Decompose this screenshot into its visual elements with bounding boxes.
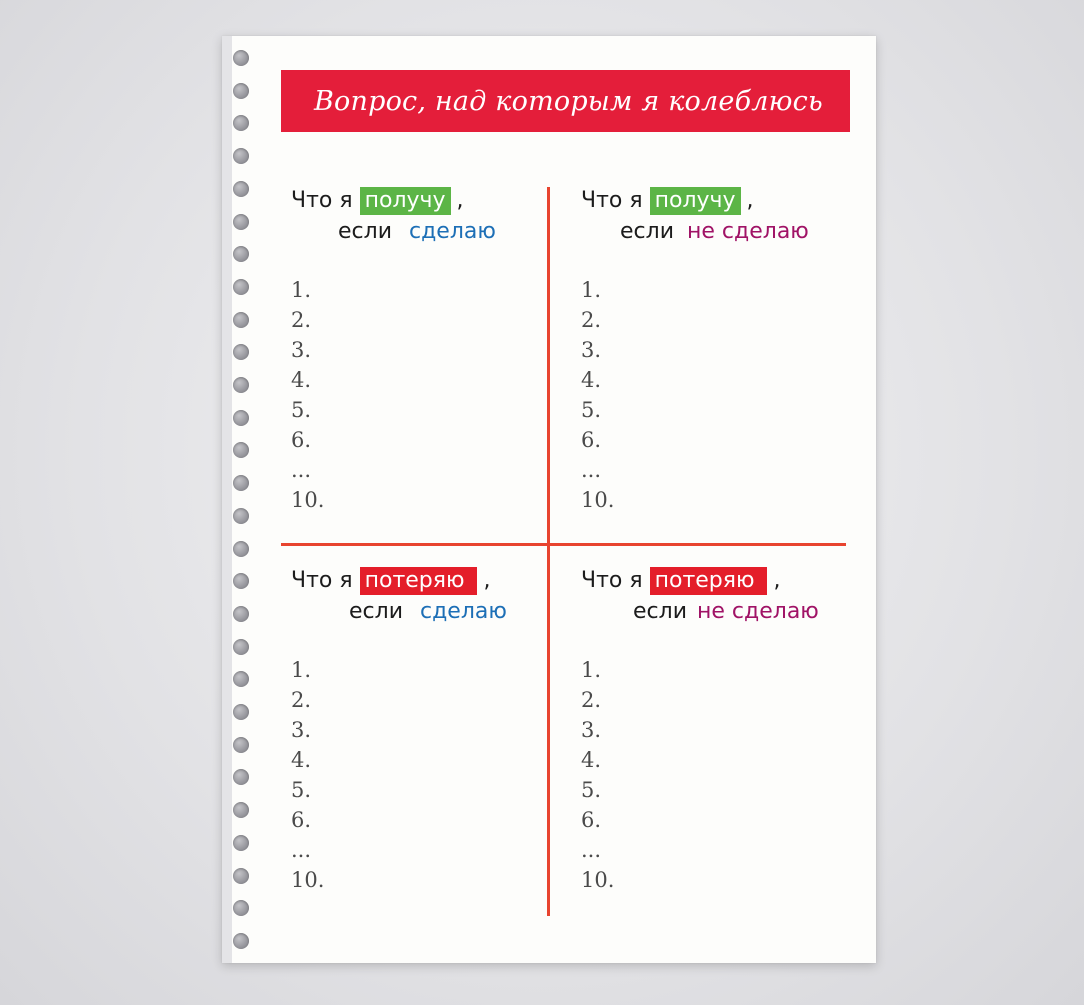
list-item: 4. (291, 368, 312, 392)
binding-hole (233, 541, 249, 557)
heading-prefix: Что я (581, 568, 643, 593)
list-item: 3. (581, 338, 602, 362)
loss-highlight: потеряю (650, 567, 767, 595)
list-item: 10. (291, 868, 325, 892)
list-item: 5. (581, 398, 602, 422)
title-banner (281, 70, 850, 132)
list-item: 3. (581, 718, 602, 742)
list-item: ... (581, 838, 602, 862)
binding-hole (233, 410, 249, 426)
numbered-list (291, 655, 561, 895)
binding-hole (233, 868, 249, 884)
notebook-page (222, 36, 876, 963)
binding-hole (233, 933, 249, 949)
list-item: 4. (291, 748, 312, 772)
list-item: 1. (581, 278, 602, 302)
list-item: 3. (291, 338, 312, 362)
condition-prefix: если (620, 219, 674, 244)
binding-hole (233, 83, 249, 99)
binding-hole (233, 475, 249, 491)
binding-hole (233, 377, 249, 393)
binding-hole (233, 769, 249, 785)
binding-hole (233, 115, 249, 131)
binding-hole (233, 606, 249, 622)
binding-hole (233, 508, 249, 524)
binding-hole (233, 802, 249, 818)
list-item: 1. (581, 658, 602, 682)
list-item: 5. (581, 778, 602, 802)
list-item: 6. (581, 428, 602, 452)
binding-hole (233, 737, 249, 753)
condition-prefix: если (349, 599, 403, 624)
list-item: ... (291, 458, 312, 482)
heading-comma: , (746, 188, 754, 213)
condition-action: сделаю (420, 599, 507, 624)
heading-prefix: Что я (291, 568, 353, 593)
quadrant-loss-if-not-do (581, 566, 851, 895)
list-item: 1. (291, 278, 312, 302)
horizontal-divider (281, 543, 846, 546)
binding-hole (233, 344, 249, 360)
list-item: 10. (291, 488, 325, 512)
quadrant-heading-line2 (581, 217, 851, 247)
quadrant-heading-line2 (291, 217, 561, 247)
condition-action: не сделаю (697, 599, 819, 624)
quadrant-heading-line1 (291, 566, 561, 596)
binding-hole (233, 148, 249, 164)
binding-hole (233, 442, 249, 458)
list-item: 2. (291, 308, 312, 332)
binding-hole (233, 312, 249, 328)
list-item: 2. (291, 688, 312, 712)
list-item: 5. (291, 778, 312, 802)
list-item: 10. (581, 488, 615, 512)
numbered-list (581, 655, 851, 895)
binding-hole (233, 573, 249, 589)
quadrant-loss-if-do (291, 566, 561, 895)
spiral-binding (222, 36, 262, 963)
list-item: 6. (581, 808, 602, 832)
heading-comma: , (773, 568, 781, 593)
numbered-list (581, 275, 851, 515)
list-item: 10. (581, 868, 615, 892)
binding-hole (233, 704, 249, 720)
binding-hole (233, 246, 249, 262)
quadrant-heading-line1 (581, 566, 851, 596)
binding-hole (233, 671, 249, 687)
gain-highlight: получу (360, 187, 451, 215)
quadrant-gain-if-not-do (581, 186, 851, 515)
numbered-list (291, 275, 561, 515)
binding-hole (233, 835, 249, 851)
heading-prefix: Что я (581, 188, 643, 213)
loss-highlight: потеряю (360, 567, 477, 595)
condition-prefix: если (338, 219, 392, 244)
list-item: 2. (581, 308, 602, 332)
list-item: 1. (291, 658, 312, 682)
list-item: 3. (291, 718, 312, 742)
binding-hole (233, 279, 249, 295)
gain-highlight: получу (650, 187, 741, 215)
list-item: 4. (581, 748, 602, 772)
heading-comma: , (456, 188, 464, 213)
binding-hole (233, 181, 249, 197)
condition-action: не сделаю (687, 219, 809, 244)
list-item: 6. (291, 808, 312, 832)
list-item: 5. (291, 398, 312, 422)
quadrant-heading-line1 (291, 186, 561, 216)
quadrant-heading-line2 (291, 597, 561, 627)
page-title: Вопрос, над которым я колеблюсь (314, 85, 823, 117)
binding-hole (233, 214, 249, 230)
binding-hole (233, 900, 249, 916)
quadrant-heading-line1 (581, 186, 851, 216)
quadrant-gain-if-do (291, 186, 561, 515)
condition-prefix: если (633, 599, 687, 624)
list-item: 6. (291, 428, 312, 452)
heading-prefix: Что я (291, 188, 353, 213)
binding-hole (233, 50, 249, 66)
condition-action: сделаю (409, 219, 496, 244)
list-item: 4. (581, 368, 602, 392)
heading-comma: , (483, 568, 491, 593)
list-item: ... (291, 838, 312, 862)
list-item: ... (581, 458, 602, 482)
quadrant-heading-line2 (581, 597, 851, 627)
list-item: 2. (581, 688, 602, 712)
binding-hole (233, 639, 249, 655)
